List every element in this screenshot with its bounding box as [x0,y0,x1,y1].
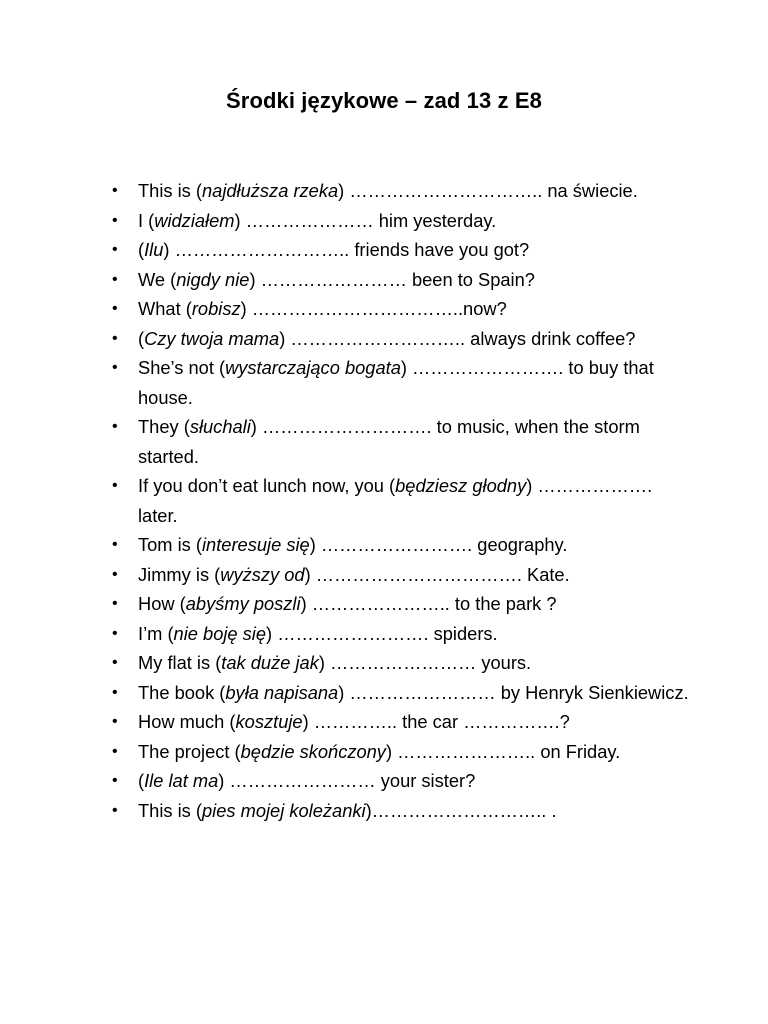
exercise-item [112,235,692,265]
item-hint: Ilu [144,239,164,260]
exercise-item [112,265,692,295]
bullet-icon: • [112,565,118,583]
exercise-item [112,737,692,767]
bullet-icon: • [112,300,118,317]
item-text-after: ) ……………………….. friends have you got? [163,239,530,260]
item-text-after: ) ……………………. to buy that house. [138,357,654,408]
bullet-icon: • [112,713,118,730]
bullet-icon: • [112,772,118,789]
item-hint: nigdy nie [176,268,250,290]
exercise-item [112,353,692,412]
item-text-before: The project ( [138,740,241,762]
item-text-before: My flat is ( [138,652,222,673]
bullet-icon: • [112,329,118,347]
bullet-icon: • [112,241,118,258]
item-hint: pies mojej koleżanki [201,799,366,821]
exercise-item [112,589,692,619]
bullet-icon: • [112,595,118,612]
item-text-after: ) ……………………. spiders. [266,622,498,644]
exercise-item [112,678,692,708]
item-text-after: ) ………………. later. [138,475,653,526]
item-text-after: ) ………………………….. na świecie. [338,180,638,201]
item-text-after: ) ………………….. on Friday. [385,740,621,762]
item-hint: była napisana [225,681,339,703]
item-text-before: Tom is ( [138,534,202,555]
item-hint: Czy twoja mama [144,327,280,349]
item-text-after: ) ……………………………. Kate. [304,563,570,585]
item-text-before: How much ( [138,711,236,732]
item-text-after: ) ………………… him yesterday. [234,209,497,231]
exercise-item [112,471,692,530]
item-hint: tak duże jak [221,652,319,673]
bullet-icon: • [112,418,118,435]
item-hint: słuchali [189,416,251,437]
item-text-after: ) ………………………. to music, when the storm started. [138,416,640,467]
item-text-before: She’s not ( [138,357,226,378]
exercise-list [112,176,692,825]
bullet-icon: • [112,359,118,376]
bullet-icon: • [112,654,118,671]
item-text-before: What ( [138,298,192,319]
exercise-item [112,766,692,796]
item-text-after: ) ……………………. geography. [309,534,568,555]
item-hint: robisz [191,298,241,319]
item-text-after: ) …………………… been to Spain? [249,268,535,290]
item-hint: będzie skończony [240,740,386,762]
exercise-item [112,412,692,471]
item-hint: abyśmy poszli [185,593,301,614]
exercise-item [112,619,692,649]
item-hint: widziałem [154,209,235,231]
exercise-item [112,707,692,737]
item-hint: wyższy od [220,563,305,585]
bullet-icon: • [112,477,118,494]
bullet-icon: • [112,683,118,701]
item-hint: Ile lat ma [144,770,219,791]
item-text-after: ) ……………………………..now? [240,298,507,319]
item-text-after: ) …………………… by Henryk Sienkiewicz. [338,681,689,703]
exercise-item [112,796,692,826]
bullet-icon: • [112,624,118,642]
item-text-before: ( [138,239,145,260]
item-text-before: This is ( [138,180,202,201]
bullet-icon: • [112,211,118,229]
exercise-item [112,530,692,560]
exercise-item [112,324,692,354]
item-text-before: How ( [138,593,186,614]
item-text-after: ) …………………… your sister? [218,770,476,791]
item-text-before: They ( [138,416,190,437]
bullet-icon: • [112,536,118,553]
item-hint: interesuje się [201,534,310,555]
bullet-icon: • [112,270,118,288]
item-hint: będziesz głodny [395,475,527,496]
item-hint: najdłuższa rzeka [201,180,339,201]
page-title: Środki językowe – zad 13 z E8 [226,88,542,113]
item-text-before: ( [138,770,145,791]
bullet-icon: • [112,182,118,199]
item-text-after: ) ……………………….. always drink coffee? [279,327,636,349]
item-text-before: ( [138,327,145,349]
item-text-before: I’m ( [138,622,174,644]
item-text-before: The book ( [138,681,226,703]
exercise-item [112,294,692,324]
exercise-item [112,648,692,678]
item-text-after: ) ………………….. to the park ? [300,593,557,614]
item-text-after: ) …………………… yours. [318,652,532,673]
exercise-item [112,176,692,206]
bullet-icon: • [112,801,118,819]
item-text-after: )……………………….. . [365,799,557,821]
exercise-item [112,560,692,590]
item-text-before: We ( [138,268,177,290]
exercise-item [112,206,692,236]
bullet-icon: • [112,742,118,760]
item-text-before: I ( [138,209,155,231]
item-hint: kosztuje [235,711,303,732]
item-text-after: ) ………….. the car …………….? [302,711,570,732]
item-text-before: Jimmy is ( [138,563,221,585]
item-text-before: This is ( [138,799,202,821]
item-hint: wystarczająco bogata [225,357,401,378]
item-text-before: If you don’t eat lunch now, you ( [138,475,396,496]
item-hint: nie boję się [173,622,267,644]
